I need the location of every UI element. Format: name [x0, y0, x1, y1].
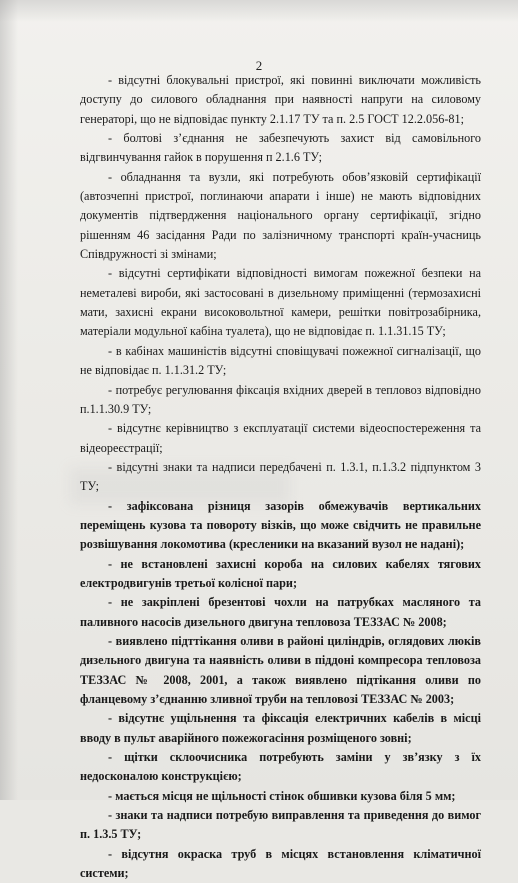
list-item: - відсутні знаки та надписи передбачені п. 1.3.1, п.1.3.2 підпунктом 3 ТУ; [80, 459, 481, 494]
scan-shadow-left [0, 0, 18, 800]
list-item: - болтові з’єднання не забезпечують захист від самовільного відгвинчування гайок в порушення п 2.1.6 ТУ; [80, 131, 481, 165]
page-number: 2 [255, 58, 263, 73]
document-body [80, 71, 481, 883]
list-item: - знаки та надписи потребую виправлення та приведення до вимог п. 1.3.5 ТУ; [80, 808, 481, 842]
list-item: - потребує регулювання фіксація вхідних дверей в тепловоз відповідно п.1.1.30.9 ТУ; [80, 382, 481, 416]
list-item: - обладнання та вузли, які потребують обов’язковій сертифікації (автозчепні пристрої, поглинаючи апарати і інше) не мають відповідних документів підтвердження національного органу сертифікації, згідно рішенням 46 засідання Ради по залізничному транспорті країн-учасниць Співдружності зі змінами; [80, 169, 481, 262]
list-item: - відсутня окраска труб в місцях встановлення кліматичної системи; [80, 846, 481, 881]
list-item: - щітки склоочисника потребують заміни у зв’язку з їх недосконалою конструкцією; [80, 750, 481, 784]
list-item: - виявлено підттікання оливи в районі циліндрів, оглядових люків дизельного двигуна та наявність оливи в піддоні компресора тепловоза ТЕЗЗАС № 2008, 2001, а також виявлено підтікання оливи по фланцевому з’єднанню зливної труби на тепловозі ТЕЗЗАС № 2003; [80, 633, 481, 706]
list-item: - в кабінах машиністів відсутні сповіщувачі пожежної сигналізації, що не відповідає п. 1.1.31.2 ТУ; [80, 343, 481, 378]
list-item: - відсутні блокувальні пристрої, які повинні виключати можливість доступу до силового обладнання при наявності напруги на силовому генераторі, що не відповідає пункту 2.1.17 ТУ та п. 2.5 ГОСТ 12.2.056-81; [80, 73, 481, 126]
list-item: - відсутнє керівництво з експлуатації системи відеоспостереження та відеореєстрації; [80, 421, 481, 455]
list-item: - відсутні сертифікати відповідності вимогам пожежної безпеки на неметалеві вироби, які застосовані в дизельному приміщенні (термозахисні мати, захисні екрани високовольтної камери, решітки повітрозабірника, матеріали модульної кабіна туалета), що не відповідає п. 1.1.31.15 ТУ; [80, 266, 481, 339]
list-item: - не закріплені брезентові чохли на патрубках масляного та паливного насосів дизельного двигуна тепловоза ТЕЗЗАС № 2008; [80, 595, 481, 629]
list-item: - відсутнє ущільнення та фіксація електричних кабелів в місці вводу в пульт аварійного пожежогасіння розміщеного зовні; [80, 711, 481, 745]
list-item: - зафіксована різниця зазорів обмежувачів вертикальних переміщень кузова та повороту візків, що може свідчить не правильне розвішування локомотива (кресленики на вказаний вузол не надані); [80, 498, 481, 552]
list-item: - не встановлені захисні короба на силових кабелях тягових електродвигунів третьої колісної пари; [80, 556, 481, 590]
scan-shadow-top [0, 0, 518, 22]
list-item: - мається місця не щільності стінок обшивки кузова біля 5 мм; [108, 788, 456, 803]
